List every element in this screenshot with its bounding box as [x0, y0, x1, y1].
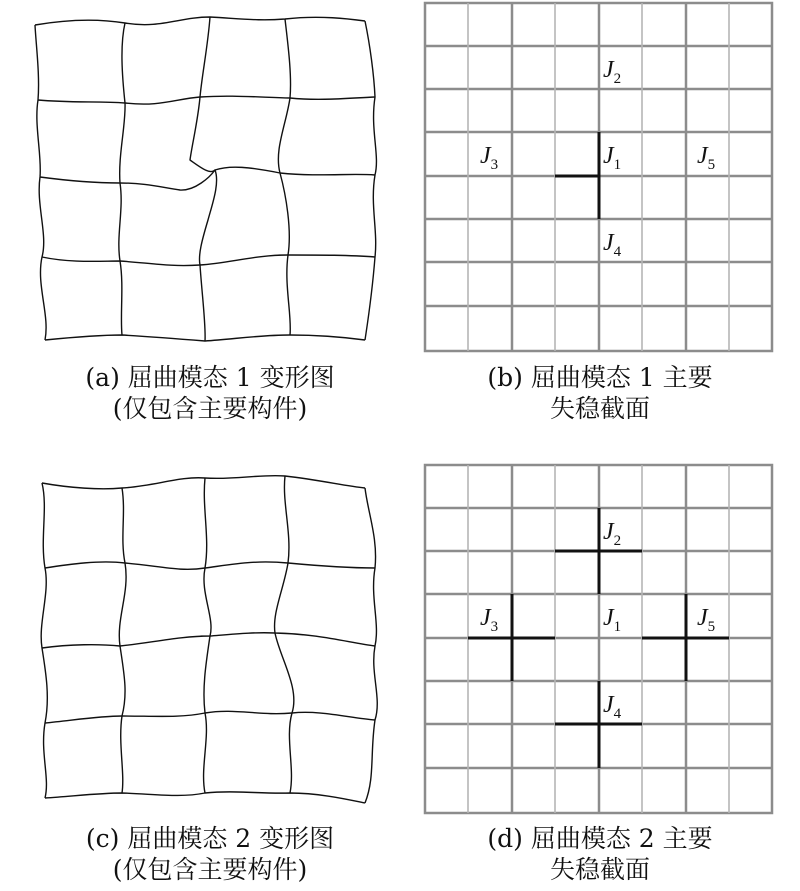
caption-a — [20, 362, 400, 424]
label-J5: $J_5$ — [697, 605, 716, 635]
caption-b-line2: 失稳截面 — [549, 394, 650, 423]
mesh-mode1 — [30, 5, 390, 355]
caption-a-line2: (仅包含主要构件) — [112, 394, 308, 423]
caption-d-line2: 失稳截面 — [549, 855, 650, 884]
label-J1: $J_1$ — [603, 143, 622, 173]
caption-d-line1: (d) 屈曲模态 2 主要 — [487, 824, 713, 853]
joint-J2-highlight — [555, 508, 642, 594]
label-J1: $J_1$ — [603, 605, 622, 635]
label-J4: $J_4$ — [603, 230, 622, 260]
joint-J5-highlight — [642, 594, 729, 681]
label-J5: $J_5$ — [697, 143, 716, 173]
grid-mode1 — [420, 0, 780, 360]
label-J4: $J_4$ — [603, 692, 622, 722]
caption-c-line1: (c) 屈曲模态 2 变形图 — [85, 824, 335, 853]
grid-mode2 — [420, 462, 780, 822]
joint-J1-highlight — [555, 132, 599, 219]
caption-c — [20, 823, 400, 885]
label-J3: $J_3$ — [480, 605, 499, 635]
caption-b — [410, 362, 790, 424]
label-J3: $J_3$ — [480, 143, 499, 173]
joint-J4-highlight — [555, 681, 642, 768]
mesh-mode2 — [30, 468, 390, 818]
caption-c-line2: (仅包含主要构件) — [112, 855, 308, 884]
label-J2: $J_2$ — [603, 519, 622, 549]
caption-d — [410, 823, 790, 885]
caption-a-line1: (a) 屈曲模态 1 变形图 — [85, 363, 335, 392]
label-J2: $J_2$ — [603, 57, 622, 87]
caption-b-line1: (b) 屈曲模态 1 主要 — [487, 363, 713, 392]
